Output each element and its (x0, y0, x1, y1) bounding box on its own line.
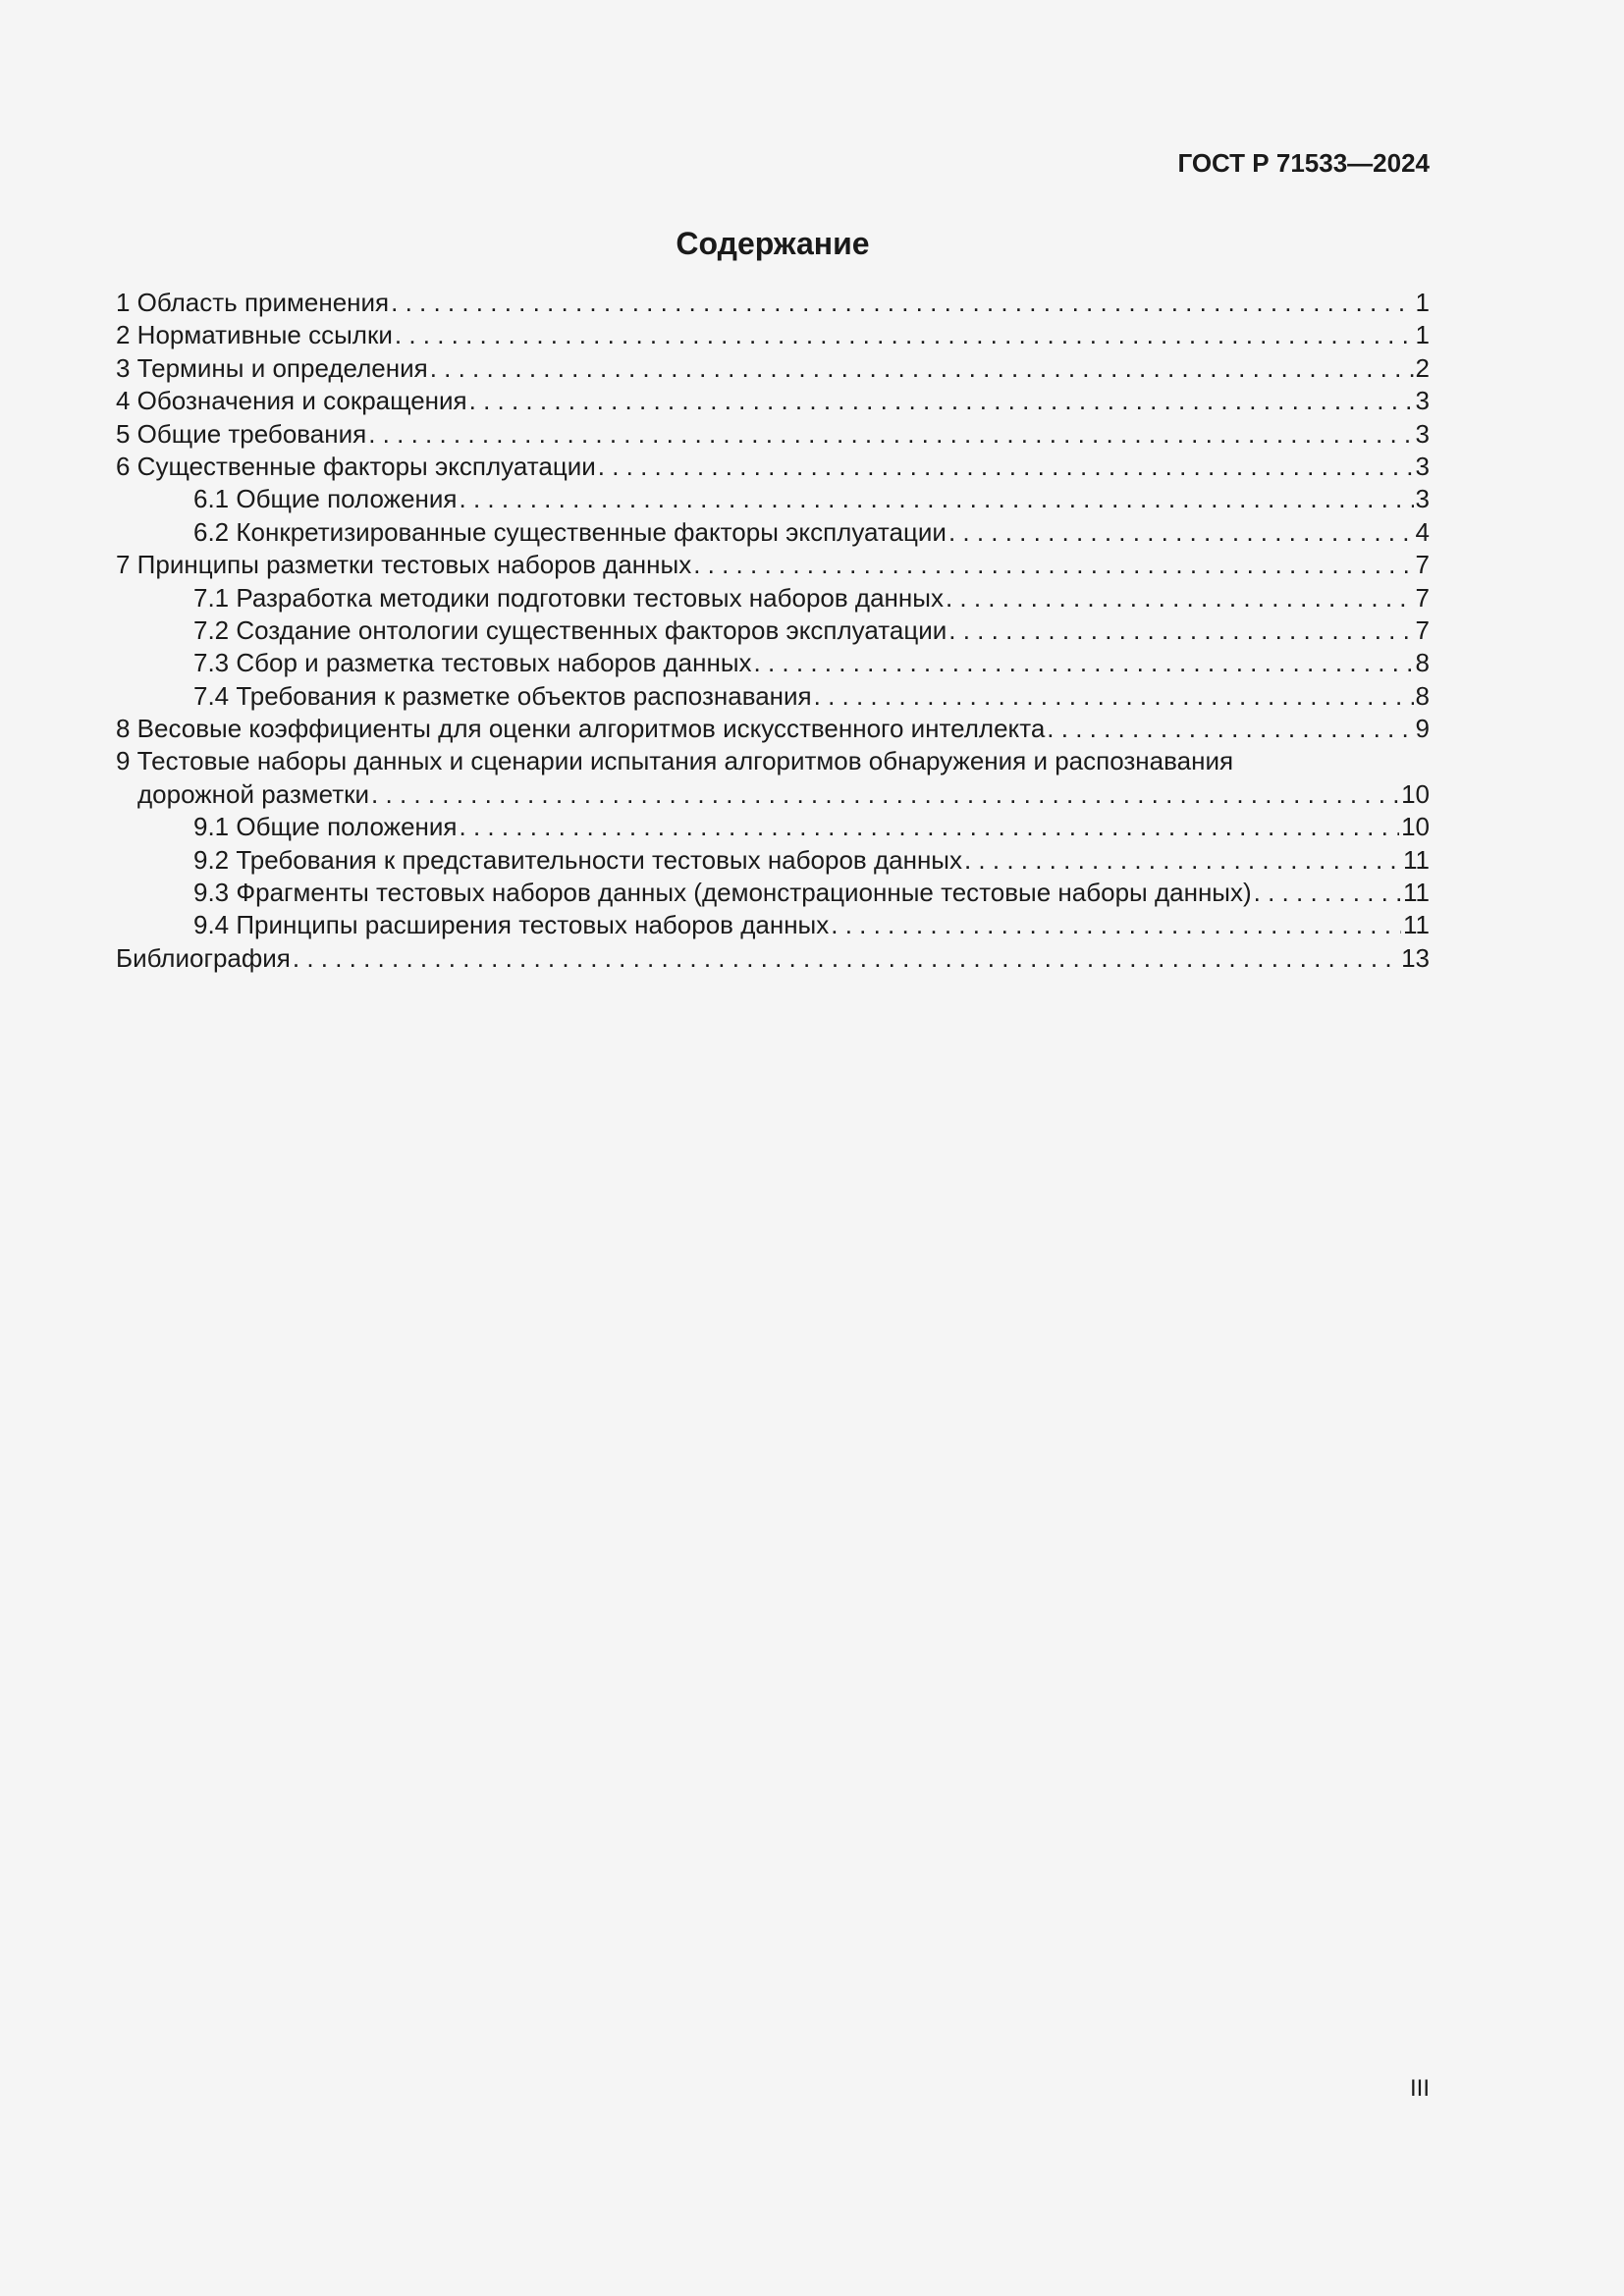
toc-subentry[interactable] (116, 647, 1430, 679)
toc-entry-page: 8 (1415, 648, 1430, 678)
dot-leader (1254, 877, 1401, 909)
dot-leader (948, 614, 1413, 647)
toc-entry-page: 7 (1415, 582, 1430, 613)
toc-entry-page: 13 (1401, 942, 1430, 973)
toc-entry-label: 7.3 Сбор и разметка тестовых наборов данных (193, 648, 752, 678)
toc-entry[interactable] (116, 287, 1430, 319)
toc-entry-page: 1 (1415, 288, 1430, 317)
dot-leader (693, 549, 1413, 581)
toc-entry-page: 7 (1415, 614, 1430, 645)
toc-entry-page: 10 (1401, 812, 1430, 842)
toc-entry-page: 7 (1415, 550, 1430, 580)
toc-entry[interactable] (116, 451, 1430, 483)
dot-leader (754, 647, 1414, 679)
toc-entry-label-continued: дорожной разметки (137, 778, 370, 809)
dot-leader (946, 582, 1414, 614)
toc-entry[interactable] (116, 418, 1430, 451)
toc-entry-label: 9.4 Принципы расширения тестовых наборов данных (193, 910, 830, 940)
page-number: III (1409, 2075, 1430, 2102)
dot-leader (460, 483, 1414, 515)
toc-entry-label: 9.1 Общие положения (193, 812, 458, 842)
dot-leader (395, 319, 1414, 351)
toc-entry-page: 3 (1415, 484, 1430, 514)
toc-entry-label: 7.4 Требования к разметке объектов распознавания (193, 680, 812, 711)
dot-leader (1047, 713, 1413, 745)
dot-leader (430, 352, 1414, 385)
table-of-contents (116, 287, 1430, 975)
toc-entry-label: 9.3 Фрагменты тестовых наборов данных (демонстрационные тестовые наборы данных) (193, 878, 1252, 908)
toc-subentry[interactable] (116, 909, 1430, 941)
toc-entry-page: 3 (1415, 386, 1430, 416)
dot-leader (469, 385, 1414, 417)
toc-entry-page: 4 (1415, 516, 1430, 547)
toc-entry-page: 10 (1401, 778, 1430, 809)
toc-subentry[interactable] (116, 614, 1430, 647)
toc-subentry[interactable] (116, 516, 1430, 549)
dot-leader (831, 909, 1401, 941)
toc-entry-label: 1 Область применения (116, 288, 390, 317)
toc-entry-page: 11 (1403, 910, 1430, 940)
toc-entry-label: Библиография (116, 942, 291, 973)
toc-entry-label: 7.2 Создание онтологии существенных факторов эксплуатации (193, 614, 947, 645)
toc-entry[interactable] (116, 319, 1430, 351)
toc-entry-label: 5 Общие требования (116, 418, 367, 449)
toc-entry-label: 9.2 Требования к представительности тестовых наборов данных (193, 844, 962, 875)
dot-leader (293, 942, 1399, 975)
toc-entry-label: 6.1 Общие положения (193, 484, 458, 514)
toc-entry[interactable] (116, 713, 1430, 745)
toc-entry[interactable] (116, 942, 1430, 975)
toc-subentry[interactable] (116, 483, 1430, 515)
toc-entry-label: 6.2 Конкретизированные существенные факторы эксплуатации (193, 516, 947, 547)
toc-subentry[interactable] (116, 877, 1430, 909)
toc-entry-page: 9 (1415, 714, 1430, 744)
toc-entry-page: 2 (1415, 352, 1430, 383)
toc-entry-page: 1 (1415, 320, 1430, 350)
dot-leader (964, 844, 1401, 877)
dot-leader (371, 778, 1399, 811)
dot-leader (948, 516, 1414, 549)
dot-leader (391, 287, 1413, 319)
toc-entry[interactable] (116, 385, 1430, 417)
toc-subentry[interactable] (116, 582, 1430, 614)
toc-entry-label: 7.1 Разработка методики подготовки тестовых наборов данных (193, 582, 944, 613)
toc-entry[interactable] (116, 745, 1430, 811)
toc-entry[interactable] (116, 352, 1430, 385)
toc-entry-page: 11 (1403, 844, 1430, 875)
toc-entry[interactable] (116, 549, 1430, 581)
toc-entry-label: 9 Тестовые наборы данных и сценарии испытания алгоритмов обнаружения и распознавания (116, 746, 1234, 776)
toc-entry-label: 3 Термины и определения (116, 352, 428, 383)
toc-subentry[interactable] (116, 680, 1430, 713)
toc-entry-label: 7 Принципы разметки тестовых наборов данных (116, 550, 692, 580)
dot-leader (598, 451, 1414, 483)
toc-entry-label: 8 Весовые коэффициенты для оценки алгоритмов искусственного интеллекта (116, 714, 1046, 744)
dot-leader (460, 811, 1400, 843)
document-code: ГОСТ Р 71533—2024 (1177, 148, 1430, 178)
dot-leader (368, 418, 1413, 451)
toc-subentry[interactable] (116, 844, 1430, 877)
toc-subentry[interactable] (116, 811, 1430, 843)
toc-entry-page: 3 (1415, 451, 1430, 481)
toc-entry-page: 3 (1415, 418, 1430, 449)
toc-entry-label: 6 Существенные факторы эксплуатации (116, 451, 596, 481)
dot-leader (814, 680, 1414, 713)
toc-title: Содержание (676, 226, 870, 261)
toc-entry-page: 11 (1403, 878, 1430, 908)
toc-entry-label: 2 Нормативные ссылки (116, 320, 393, 350)
toc-entry-page: 8 (1415, 680, 1430, 711)
toc-entry-label: 4 Обозначения и сокращения (116, 386, 467, 416)
